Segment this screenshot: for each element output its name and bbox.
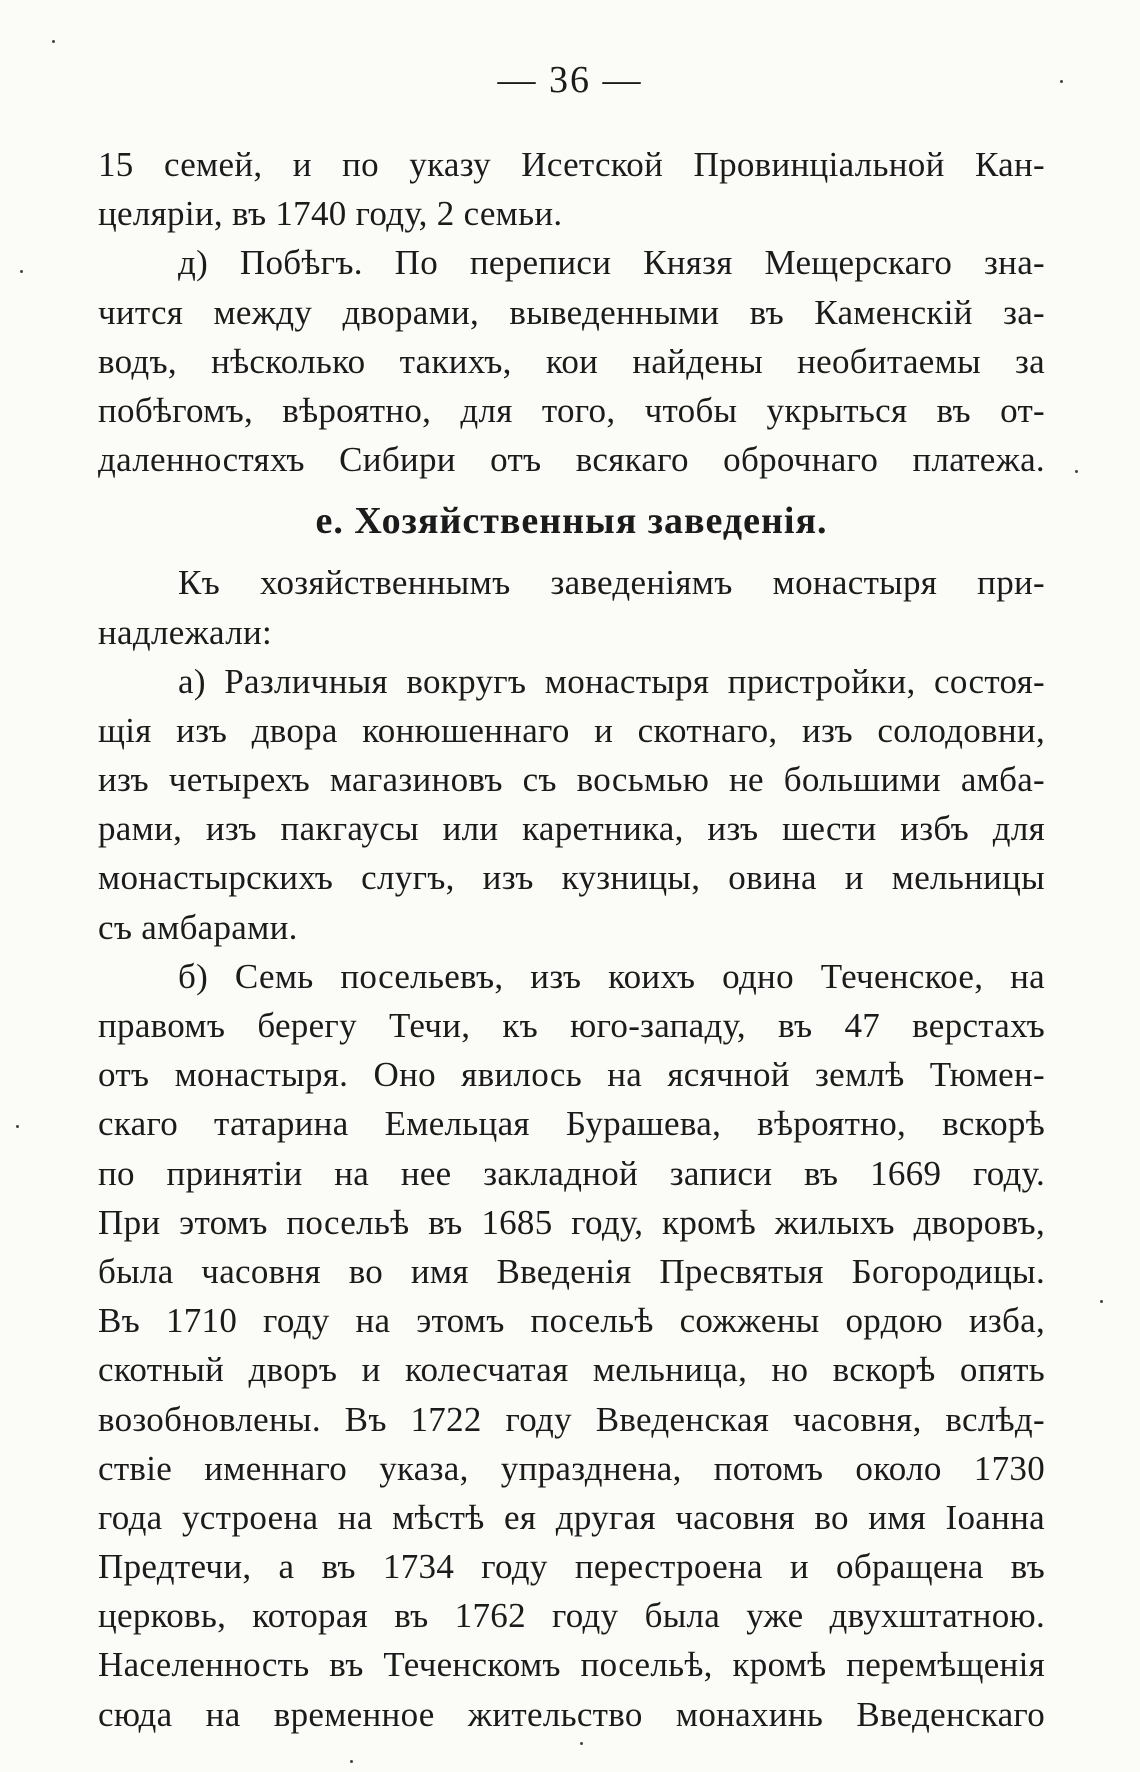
scan-speck [1100, 1300, 1103, 1303]
text-line: скаго татарина Емельцая Бурашева, вѣроятно, вскорѣ [98, 1104, 1045, 1144]
text-line: щія изъ двора конюшеннаго и скотнаго, изъ солодовни, [98, 710, 1045, 750]
scan-speck [580, 1742, 583, 1745]
text-line: Населенность въ Теченскомъ посельѣ, кромѣ перемѣщенія [98, 1645, 1045, 1685]
text-line: была часовня во имя Введенія Пресвятыя Богородицы. [98, 1251, 1045, 1291]
text-line: по принятіи на нее закладной записи въ 1669 году. [98, 1153, 1045, 1193]
section-heading: е. Хозяйственныя заведенія. [315, 500, 828, 543]
text-line: д) Побѣгъ. По переписи Князя Мещерскаго зна- [178, 243, 1045, 283]
text-line: правомъ берегу Течи, къ юго-западу, въ 47 верстахъ [98, 1006, 1045, 1045]
text-line: При этомъ посельѣ въ 1685 году, кромѣ жилыхъ дворовъ, [98, 1202, 1045, 1242]
page-body [98, 140, 1045, 1739]
text-line: чится между дворами, выведенными въ Каменскій за- [98, 292, 1045, 332]
text-line: водъ, нѣсколько такихъ, кои найдены необитаемы за [98, 341, 1045, 381]
text-line: Къ хозяйственнымъ заведеніямъ монастыря при- [178, 563, 1045, 603]
text-line: сюда на временное жительство монахинь Введенскаго [98, 1694, 1045, 1734]
text-line: целяріи, въ 1740 году, 2 семьи. [98, 194, 563, 234]
scan-speck [52, 40, 55, 43]
text-line: съ амбарами. [98, 907, 298, 947]
text-line: даленностяхъ Сибири отъ всякаго оброчнаго платежа. [98, 440, 1045, 480]
text-line: надлежали: [98, 612, 273, 652]
text-line: б) Семь посельевъ, изъ коихъ одно Теченское, на [178, 956, 1045, 996]
text-line: а) Различныя вокругъ монастыря пристройки, состоя- [178, 661, 1045, 701]
text-line: церковь, которая въ 1762 году была уже двухштатною. [98, 1596, 1045, 1636]
text-line: возобновлены. Въ 1722 году Введенская часовня, вслѣд- [98, 1399, 1045, 1439]
text-line: скотный дворъ и колесчатая мельница, но вскорѣ опять [98, 1350, 1045, 1390]
text-line: побѣгомъ, вѣроятно, для того, чтобы укрыться въ от- [98, 390, 1045, 430]
scan-speck [16, 1125, 19, 1128]
text-line: монастырскихъ слугъ, изъ кузницы, овина и мельницы [98, 858, 1045, 898]
text-line: Предтечи, а въ 1734 году перестроена и обращена въ [98, 1547, 1045, 1587]
text-line: года устроена на мѣстѣ ея другая часовня во имя Іоанна [98, 1497, 1045, 1537]
scan-speck [20, 270, 23, 273]
text-line: Въ 1710 году на этомъ посельѣ сожжены ордою изба, [98, 1301, 1045, 1341]
scan-speck [350, 1760, 353, 1763]
page-number: — 36 — [497, 59, 643, 101]
text-line: рами, изъ пакгаусы или каретника, изъ шести избъ для [98, 809, 1045, 849]
text-line: 15 семей, и по указу Исетской Провинціальной Кан- [98, 145, 1045, 184]
scan-speck [1060, 80, 1063, 83]
scan-speck [1075, 470, 1078, 473]
text-line: ствіе именнаго указа, упразднена, потомъ около 1730 [98, 1448, 1045, 1488]
text-line: изъ четырехъ магазиновъ съ восьмью не большими амба- [98, 760, 1045, 800]
text-line: отъ монастыря. Оно явилось на ясячной землѣ Тюмен- [98, 1055, 1045, 1095]
